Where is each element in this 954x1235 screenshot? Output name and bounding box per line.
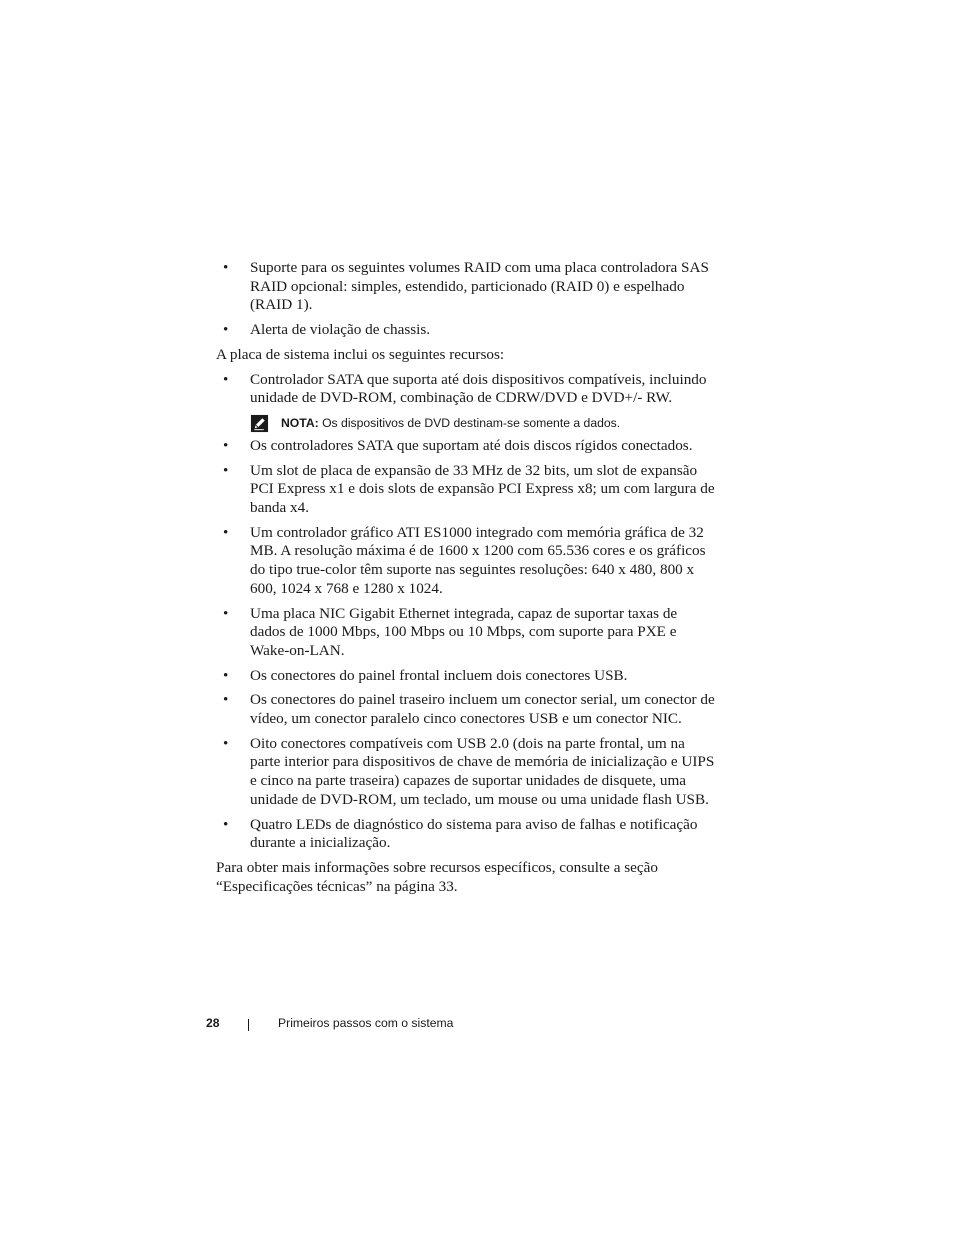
bullet: •: [223, 691, 229, 709]
list-item-text: Suporte para os seguintes volumes RAID com uma placa controladora SAS RAID opcional: simples, estendido, particionado (RAID 0) e espelhado (RAID 1).: [250, 259, 709, 314]
list-item-text: Controlador SATA que suporta até dois dispositivos compatíveis, incluindo unidade de DVD-ROM, combinação de CDRW/DVD e DVD+/- RW.: [250, 370, 707, 407]
bullet: •: [223, 523, 229, 541]
note-pencil-icon: [250, 414, 269, 433]
list-item: [216, 691, 716, 728]
list-item: [216, 735, 716, 810]
raid-feature-list: [216, 259, 716, 340]
list-item: [216, 462, 716, 518]
note-label: NOTA:: [281, 415, 319, 430]
footer-chapter-title: Primeiros passos com o sistema: [278, 1016, 454, 1030]
list-item: [216, 605, 716, 661]
closing-paragraph: Para obter mais informações sobre recursos específicos, consulte a seção “Especificações técnicas” na página 33.: [216, 858, 658, 895]
list-item: [216, 321, 716, 340]
bullet: •: [223, 666, 229, 684]
bullet: •: [223, 815, 229, 833]
list-item-text: Um controlador gráfico ATI ES1000 integrado com memória gráfica de 32 MB. A resolução máxima é de 1600 x 1200 com 65.536 cores e os gráficos do tipo true-color têm suporte nas seguintes resoluções: 640 x 480, 800 x 600, 1024 x 768 e 1280 x 1024.: [250, 523, 706, 597]
list-item-text: Quatro LEDs de diagnóstico do sistema para aviso de falhas e notificação durante a inicialização.: [250, 815, 698, 852]
list-item: [216, 816, 716, 853]
bullet: •: [223, 461, 229, 479]
system-board-feature-list: [216, 371, 716, 408]
list-item: [216, 371, 716, 408]
list-item-text: Uma placa NIC Gigabit Ethernet integrada, capaz de suportar taxas de dados de 1000 Mbps, 100 Mbps ou 10 Mbps, com suporte para PXE e Wake-on-LAN.: [250, 604, 678, 659]
system-board-feature-list-continued: [216, 437, 716, 853]
list-item-text: Os conectores do painel traseiro incluem um conector serial, um conector de vídeo, um conector paralelo cinco conectores USB e um conector NIC.: [250, 691, 715, 728]
note-box: [216, 415, 716, 431]
list-item: [216, 259, 716, 315]
list-item-text: Oito conectores compatíveis com USB 2.0 (dois na parte frontal, um na parte interior para dispositivos de chave de memória de inicialização e UIPS e cinco na parte traseira) capazes de suportar unidades de disquete, uma unidade de DVD-ROM, um teclado, um mouse ou uma unidade flash USB.: [250, 734, 715, 808]
list-item-text: Os conectores do painel frontal incluem dois conectores USB.: [250, 666, 628, 684]
bullet: •: [223, 259, 229, 276]
list-item-text: Um slot de placa de expansão de 33 MHz de 32 bits, um slot de expansão PCI Express x1 e dois slots de expansão PCI Express x8; um com largura de banda x4.: [250, 461, 715, 517]
page-body: [216, 259, 716, 896]
page-footer: [0, 1016, 954, 1036]
bullet: •: [223, 436, 229, 454]
list-item: [216, 437, 716, 456]
footer-divider: [248, 1019, 249, 1031]
list-item-text: Alerta de violação de chassis.: [250, 321, 431, 339]
list-item-text: Os controladores SATA que suportam até dois discos rígidos conectados.: [250, 436, 693, 454]
note-text: Os dispositivos de DVD destinam-se somente a dados.: [322, 415, 621, 430]
bullet: •: [223, 734, 229, 752]
bullet: •: [223, 370, 229, 388]
page-number: 28: [206, 1016, 220, 1030]
intro-paragraph: A placa de sistema inclui os seguintes recursos:: [216, 345, 505, 363]
bullet: •: [223, 321, 229, 339]
list-item: [216, 667, 716, 686]
list-item: [216, 524, 716, 599]
bullet: •: [223, 604, 229, 622]
